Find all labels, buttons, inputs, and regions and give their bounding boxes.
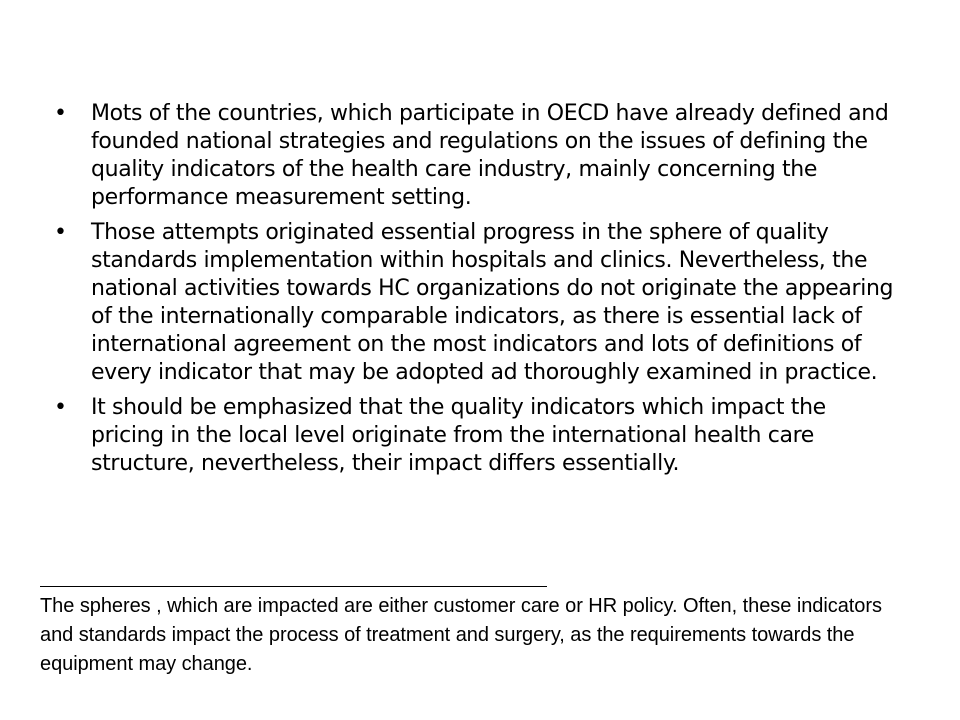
bullet-text: Those attempts originated essential progress in the sphere of quality standards implementation within hospitals and clinics. Nevertheless, the national activities towards HC organizations do not originate the appearing of the internationally comparable indicators, as there is essential lack of international agreement on the most indicators and lots of definitions of every indicator that may be adopted ad thoroughly examined in practice. [91, 220, 894, 385]
bullet-text: It should be emphasized that the quality indicators which impact the pricing in the local level originate from the international health care structure, nevertheless, their impact differs essentially. [91, 395, 826, 476]
bullet-list [54, 100, 894, 485]
bullet-marker-icon: • [54, 101, 67, 126]
bullet-item-2 [54, 219, 894, 387]
footnote-divider [40, 586, 547, 587]
bullet-item-1 [54, 100, 894, 212]
bullet-marker-icon: • [54, 395, 67, 420]
bullet-item-3 [54, 394, 894, 478]
bullet-marker-icon: • [54, 220, 67, 245]
bullet-text: Mots of the countries, which participate in OECD have already defined and founded national strategies and regulations on the issues of defining the quality indicators of the health care industry, mainly concerning the performance measurement setting. [91, 101, 889, 210]
footnote-text: The spheres , which are impacted are either customer care or HR policy. Often, these indicators and standards impact the process of treatment and surgery, as the requirements towards the equipment may change. [40, 595, 882, 675]
